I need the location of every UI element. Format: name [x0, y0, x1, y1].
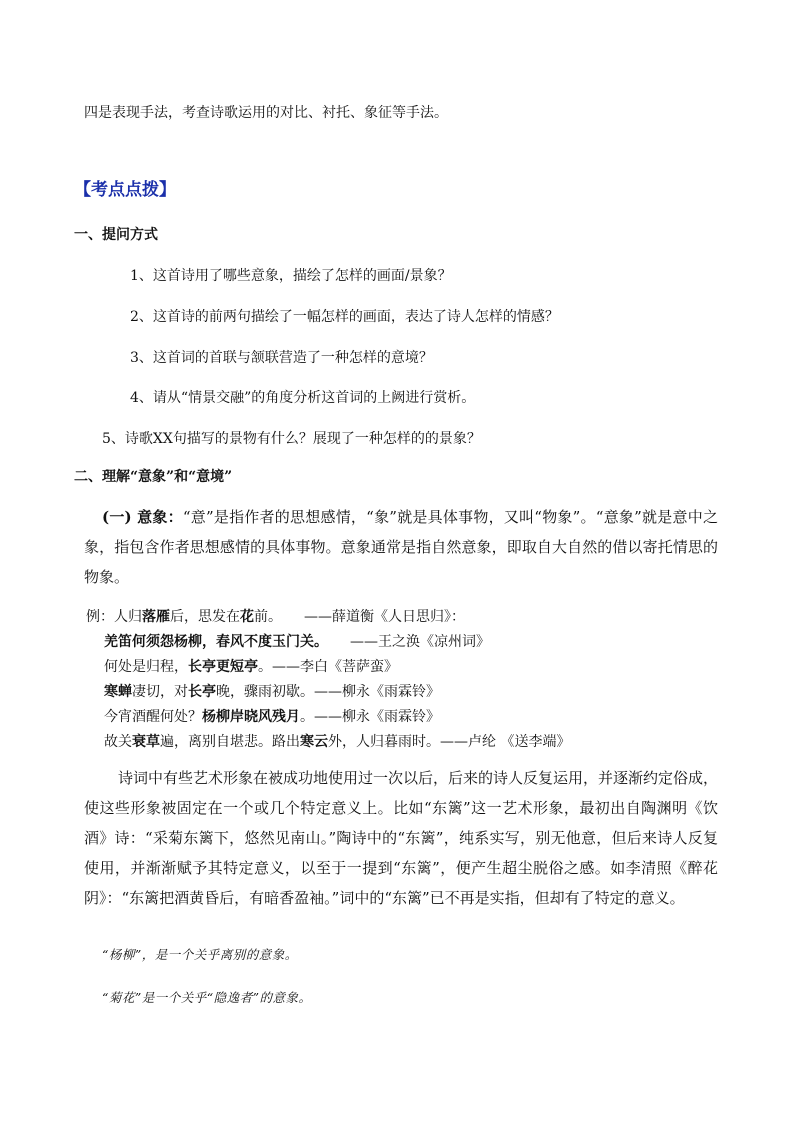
question-4: 4、请从“情景交融”的角度分析这首词的上阙进行赏析。	[130, 390, 476, 406]
question-3: 3、这首词的首联与颔联营造了一种怎样的意境？	[130, 350, 433, 366]
example-line-5: 今宵酒醒何处？杨柳岸晓风残月。——柳永《雨霖铃》	[104, 709, 440, 725]
definition-label: (一) 意象：	[102, 508, 183, 526]
part2-title: 二、理解“意象”和“意境”	[74, 469, 233, 485]
example-source: ——薛道衡《人日思归》：	[304, 609, 465, 625]
intro-line: 四是表现手法，考查诗歌运用的对比、衬托、象征等手法。	[84, 105, 448, 121]
definition-text: “意”是指作者的思想感情，“象”就是具体事物，又叫“物象”。“意象”就是意中之象，指包含作者思想感情的具体事物。意象通常是指自然意象，即取自大自然的借以寄托情思的物象。	[84, 508, 718, 586]
example-line-2: 羌笛何须怨杨柳，春风不度玉门关。 ——王之涣《凉州词》	[104, 634, 490, 650]
question-2: 2、这首诗的前两句描绘了一幅怎样的画面，表达了诗人怎样的情感？	[130, 309, 559, 325]
example-source: ——柳永《雨霖铃》	[314, 684, 440, 700]
example-line-3: 何处是归程，长亭更短亭。——李白《菩萨蛮》	[104, 659, 398, 675]
example-line-1: 例：人归落雁后，思发在花前。 ——薛道衡《人日思归》：	[86, 609, 465, 625]
example-line-6: 故关衰草遍，离别自堪悲。路出寒云外，人归暮雨时。——卢纶 《送李端》	[104, 734, 571, 750]
question-1: 1、这首诗用了哪些意象，描绘了怎样的画面/景象？	[130, 268, 452, 284]
section-heading: 【考点点拨】	[74, 180, 176, 200]
part1-title: 一、提问方式	[74, 227, 158, 243]
example-source: ——柳永《雨霖铃》	[314, 709, 440, 725]
example-source: ——李白《菩萨蛮》	[272, 659, 398, 675]
note-willow: “杨柳”，是一个关乎离别的意象。	[102, 947, 298, 962]
explanation-paragraph: 诗词中有些艺术形象在被成功地使用过一次以后，后来的诗人反复运用，并逐渐约定俗成，使这些形象被固定在一个或几个特定意义上。比如“东篱”这一艺术形象，最初出自陶渊明《饮酒》诗：“采菊东篱下，悠然见南山。”陶诗中的“东篱”，纯系实写，别无他意，但后来诗人反复使用，并渐渐赋予其特定意义，以至于一提到“东篱”，便产生超尘脱俗之感。如李清照《醉花阴》：“东篱把酒黄昏后，有暗香盈袖。”词中的“东篱”已不再是实指，但却有了特定的意义。	[84, 769, 719, 907]
example-source: ——王之涣《凉州词》	[350, 634, 490, 650]
question-5: 5、诗歌XX句描写的景物有什么？展现了一种怎样的的景象？	[102, 431, 481, 447]
example-line-4: 寒蝉凄切，对长亭晚，骤雨初歇。——柳永《雨霖铃》	[104, 684, 440, 700]
example-source: ——卢纶 《送李端》	[440, 734, 571, 750]
definition-paragraph	[84, 502, 718, 592]
note-chrysanthemum: “菊花”是一个关乎“隐逸者”的意象。	[102, 990, 312, 1005]
